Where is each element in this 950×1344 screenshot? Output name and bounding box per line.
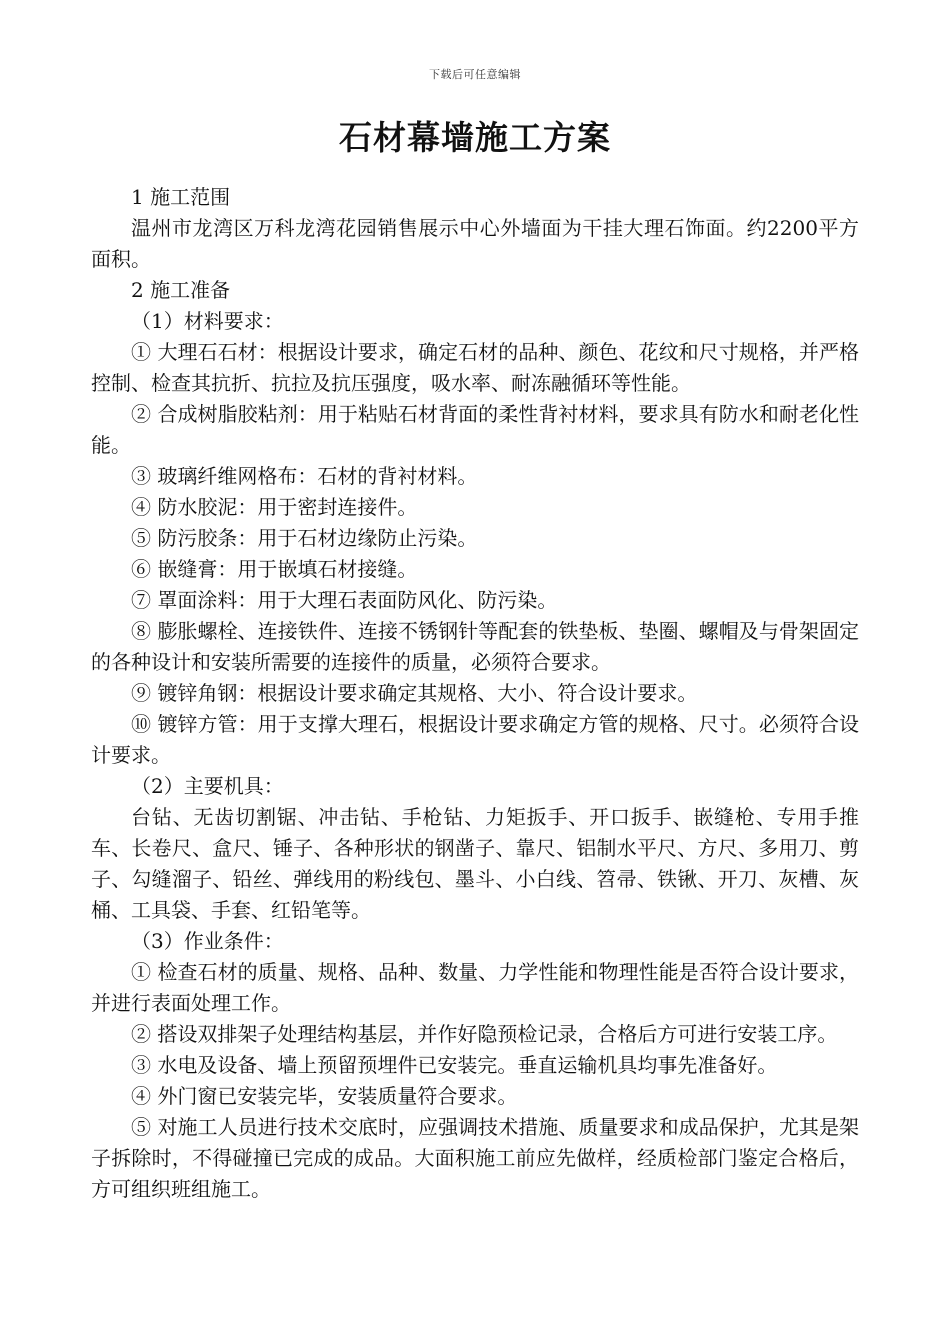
material-item-7: ⑦ 罩面涂料：用于大理石表面防风化、防污染。 <box>131 588 558 612</box>
paragraph-tools: 台钻、无齿切割锯、冲击钻、手枪钻、力矩扳手、开口扳手、嵌缝枪、专用手推车、长卷尺、盒尺、锤子、各种形状的钢凿子、靠尺、铝制水平尺、方尺、多用刀、剪子、勾缝溜子、铅丝、弹线用的粉线包、墨斗、小白线、笤帚、铁锹、开刀、灰槽、灰桶、工具袋、手套、红铅笔等。 <box>91 805 859 922</box>
header-note: 下载后可任意编辑 <box>429 68 521 81</box>
subheading-materials: （1）材料要求： <box>131 309 284 333</box>
condition-item-3: ③ 水电及设备、墙上预留预埋件已安装完。垂直运输机具均事先准备好。 <box>131 1053 778 1077</box>
material-item-3: ③ 玻璃纤维网格布：石材的背衬材料。 <box>131 464 478 488</box>
material-item-6: ⑥ 嵌缝膏：用于嵌填石材接缝。 <box>131 557 418 581</box>
material-item-8: ⑧ 膨胀螺栓、连接铁件、连接不锈钢针等配套的铁垫板、垫圈、螺帽及与骨架固定的各种设计和安装所需要的连接件的质量，必须符合要求。 <box>91 619 859 674</box>
material-item-4: ④ 防水胶泥：用于密封连接件。 <box>131 495 418 519</box>
subheading-tools: （2）主要机具： <box>131 774 284 798</box>
condition-item-4: ④ 外门窗已安装完毕，安装质量符合要求。 <box>131 1084 518 1108</box>
condition-item-2: ② 搭设双排架子处理结构基层，并作好隐预检记录，合格后方可进行安装工序。 <box>131 1022 838 1046</box>
document-body <box>91 182 859 1205</box>
material-item-10: ⑩ 镀锌方管：用于支撑大理石，根据设计要求确定方管的规格、尺寸。必须符合设计要求。 <box>91 712 859 767</box>
section-heading-preparation: 2 施工准备 <box>131 278 231 302</box>
material-item-1: ① 大理石石材：根据设计要求，确定石材的品种、颜色、花纹和尺寸规格，并严格控制、检查其抗折、抗拉及抗压强度，吸水率、耐冻融循环等性能。 <box>91 340 859 395</box>
material-item-5: ⑤ 防污胶条：用于石材边缘防止污染。 <box>131 526 478 550</box>
condition-item-5: ⑤ 对施工人员进行技术交底时，应强调技术措施、质量要求和成品保护，尤其是架子拆除时，不得碰撞已完成的成品。大面积施工前应先做样，经质检部门鉴定合格后，方可组织班组施工。 <box>91 1115 859 1201</box>
section-heading-scope: 1 施工范围 <box>131 185 231 209</box>
condition-item-1: ① 检查石材的质量、规格、品种、数量、力学性能和物理性能是否符合设计要求，并进行表面处理工作。 <box>91 960 859 1015</box>
paragraph-scope: 温州市龙湾区万科龙湾花园销售展示中心外墙面为干挂大理石饰面。约2200平方面积。 <box>91 216 859 271</box>
subheading-conditions: （3）作业条件： <box>131 929 284 953</box>
document-title: 石材幕墙施工方案 <box>339 118 611 157</box>
material-item-2: ② 合成树脂胶粘剂：用于粘贴石材背面的柔性背衬材料，要求具有防水和耐老化性能。 <box>91 402 859 457</box>
material-item-9: ⑨ 镀锌角钢：根据设计要求确定其规格、大小、符合设计要求。 <box>131 681 698 705</box>
